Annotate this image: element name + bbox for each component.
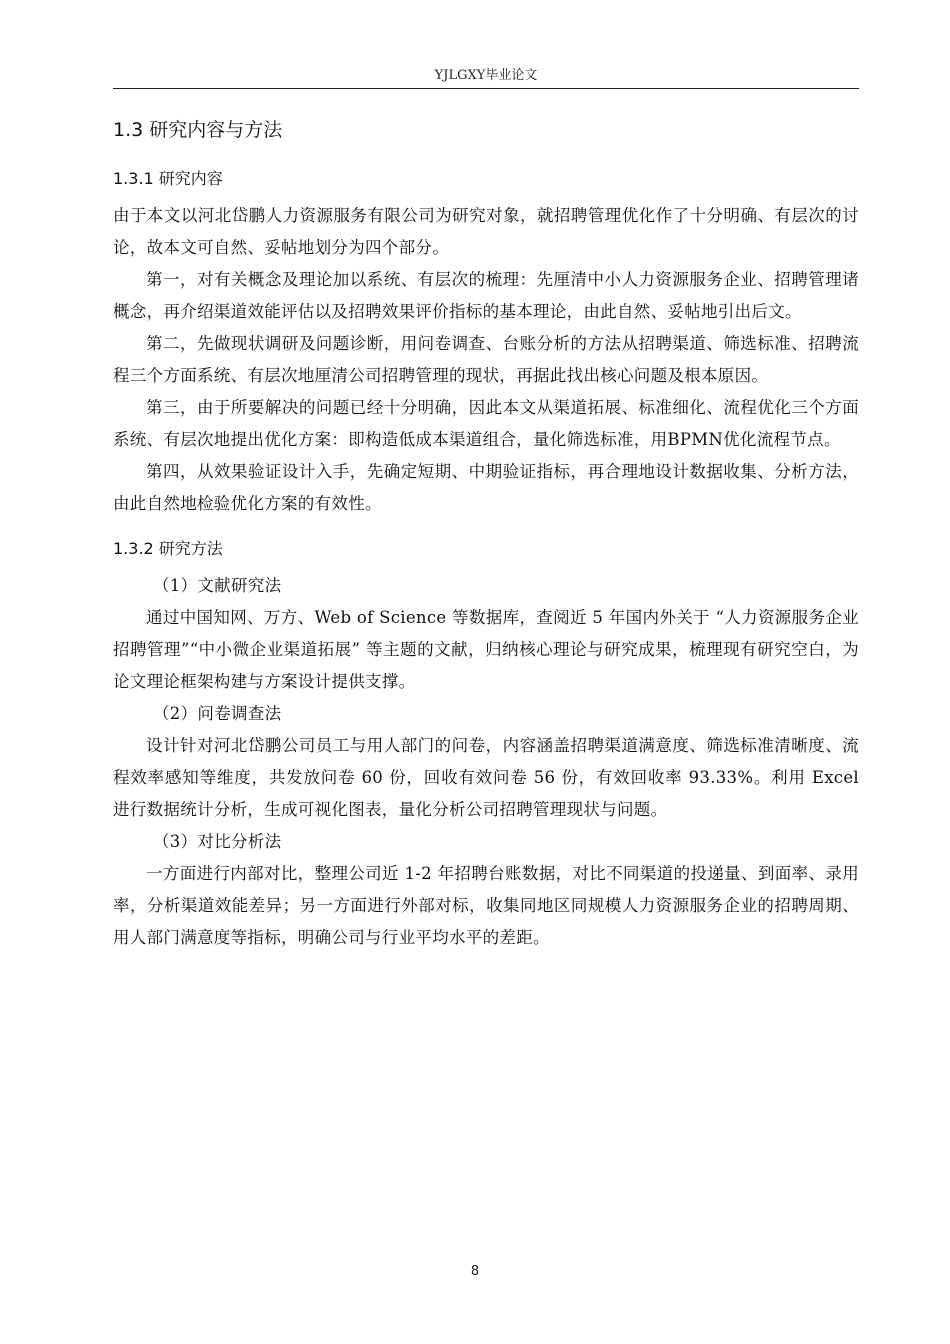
header-rule (113, 88, 859, 89)
paragraph-first: 第一，对有关概念及理论加以系统、有层次的梳理：先厘清中小人力资源服务企业、招聘管理诸概念，再介绍渠道效能评估以及招聘效果评价指标的基本理论，由此自然、妥帖地引出后文。 (113, 270, 859, 321)
method-label-questionnaire: （2）问卷调查法 (153, 704, 282, 723)
paragraph-intro: 由于本文以河北岱鹏人力资源服务有限公司为研究对象，就招聘管理优化作了十分明确、有层次的讨论，故本文可自然、妥帖地划分为四个部分。 (113, 206, 859, 257)
subsection-heading-methods: 1.3.2 研究方法 (113, 539, 223, 558)
page-body (113, 114, 859, 954)
running-header: YJLGXY毕业论文 (434, 68, 538, 83)
method-text-literature: 通过中国知网、万方、Web of Science 等数据库，查阅近 5 年国内外关于 “人力资源服务企业招聘管理”“中小微企业渠道拓展” 等主题的文献，归纳核心理论与研究成果，梳理现有研究空白，为论文理论框架构建与方案设计提供支撑。 (113, 608, 859, 691)
method-text-questionnaire: 设计针对河北岱鹏公司员工与用人部门的问卷，内容涵盖招聘渠道满意度、筛选标准清晰度、流程效率感知等维度，共发放问卷 60 份，回收有效问卷 56 份，有效回收率 93.33%。利用 Excel 进行数据统计分析，生成可视化图表，量化分析公司招聘管理现状与问题。 (113, 736, 859, 819)
section-heading: 1.3 研究内容与方法 (113, 119, 283, 141)
method-text-comparison: 一方面进行内部对比，整理公司近 1-2 年招聘台账数据，对比不同渠道的投递量、到面率、录用率，分析渠道效能差异；另一方面进行外部对标，收集同地区同规模人力资源服务企业的招聘周期、用人部门满意度等指标，明确公司与行业平均水平的差距。 (113, 864, 859, 947)
paragraph-second: 第二，先做现状调研及问题诊断，用问卷调查、台账分析的方法从招聘渠道、筛选标准、招聘流程三个方面系统、有层次地厘清公司招聘管理的现状，再据此找出核心问题及根本原因。 (113, 334, 859, 385)
subsection-heading-content: 1.3.1 研究内容 (113, 169, 223, 188)
method-label-comparison: （3）对比分析法 (153, 832, 282, 851)
paragraph-third: 第三，由于所要解决的问题已经十分明确，因此本文从渠道拓展、标准细化、流程优化三个方面系统、有层次地提出优化方案：即构造低成本渠道组合，量化筛选标准，用BPMN优化流程节点。 (113, 398, 859, 449)
paragraph-fourth: 第四，从效果验证设计入手，先确定短期、中期验证指标，再合理地设计数据收集、分析方法，由此自然地检验优化方案的有效性。 (113, 462, 859, 513)
method-label-literature: （1）文献研究法 (153, 576, 282, 595)
page-number: 8 (470, 1264, 480, 1279)
